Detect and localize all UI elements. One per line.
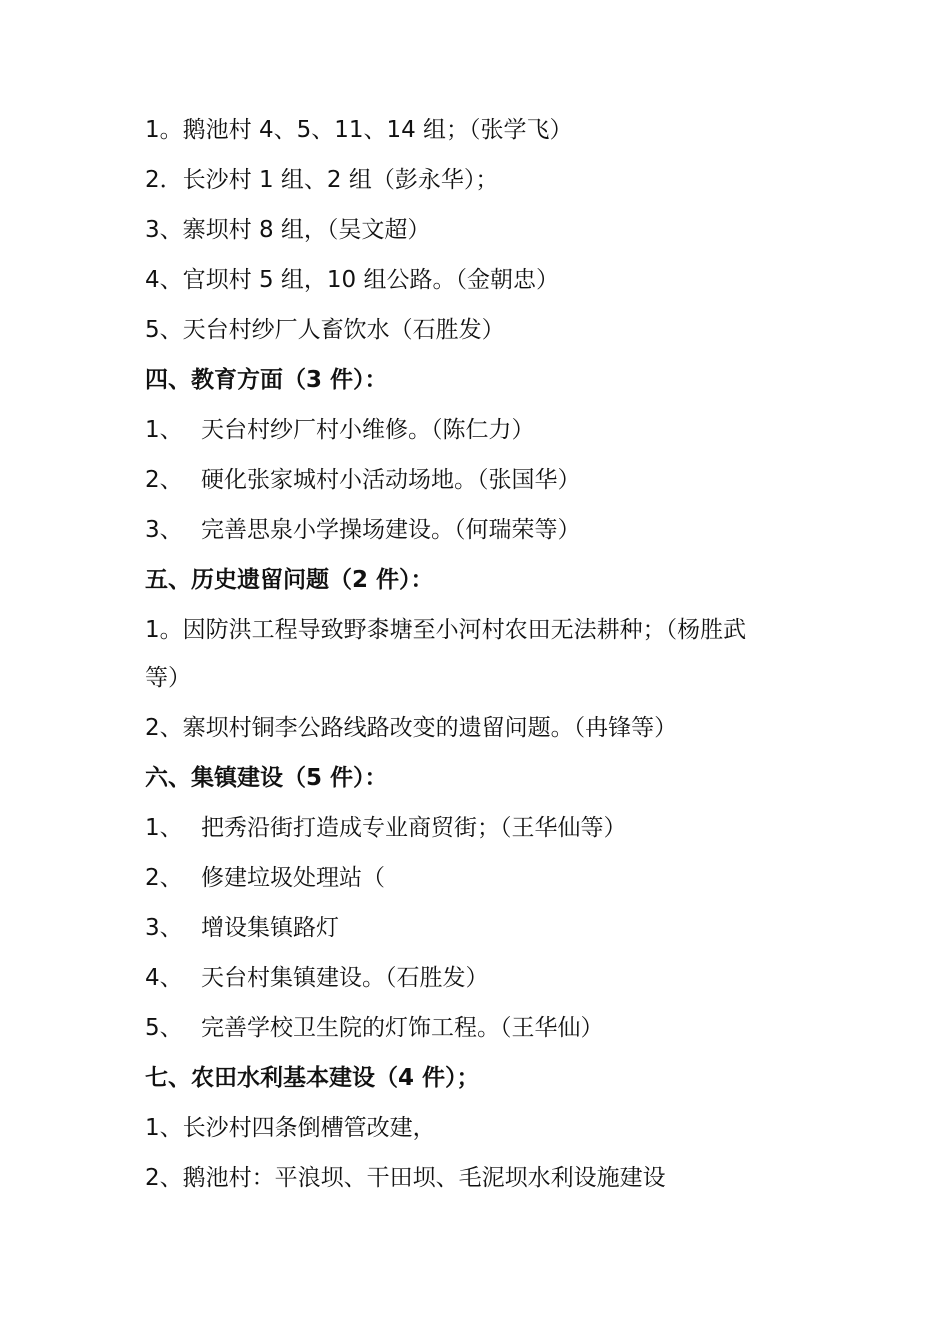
- item-number: 5、: [145, 1015, 183, 1041]
- item-number: 1、: [145, 815, 183, 841]
- item-number: 3、: [145, 915, 183, 941]
- item-number: 4、: [145, 965, 183, 991]
- list-item: 2、 硬化张家城村小活动场地。（张国华）: [145, 467, 581, 493]
- list-item: 1、长沙村四条倒槽管改建，: [145, 1115, 436, 1141]
- item-number: 3、: [145, 517, 183, 543]
- list-item: 3、 增设集镇路灯: [145, 915, 339, 941]
- list-item: 2．长沙村 1 组、2 组（彭永华）；: [145, 167, 499, 193]
- list-item: 4、官坝村 5 组，10 组公路。（金朝忠）: [145, 267, 559, 293]
- list-item: 3、寨坝村 8 组，（吴文超）: [145, 217, 431, 243]
- list-item: 5、天台村纱厂人畜饮水（石胜发）: [145, 317, 505, 343]
- list-item-continuation: 等）: [145, 665, 191, 691]
- section-heading: 五、历史遗留问题（2 件）：: [145, 567, 434, 593]
- section-heading: 四、教育方面（3 件）：: [145, 367, 388, 393]
- item-number: 2、: [145, 865, 183, 891]
- list-item: 2、 修建垃圾处理站（: [145, 865, 385, 891]
- list-item: 1、 把秀沿街打造成专业商贸街；（王华仙等）: [145, 815, 627, 841]
- section-heading: 六、集镇建设（5 件）：: [145, 765, 388, 791]
- item-number: 2、: [145, 467, 183, 493]
- section-heading: 七、农田水利基本建设（4 件）；: [145, 1065, 480, 1091]
- list-item: 5、 完善学校卫生院的灯饰工程。（王华仙）: [145, 1015, 604, 1041]
- list-item: 2、寨坝村铜李公路线路改变的遗留问题。（冉锋等）: [145, 715, 678, 741]
- list-item: 1。因防洪工程导致野桼塘至小河村农田无法耕种；（杨胜武: [145, 617, 747, 643]
- list-item: 3、 完善思泉小学操场建设。（何瑞荣等）: [145, 517, 581, 543]
- list-item: 2、鹅池村：平浪坝、干田坝、毛泥坝水利设施建设: [145, 1165, 666, 1191]
- item-number: 1、: [145, 417, 183, 443]
- list-item: 1。鹅池村 4、5、11、14 组；（张学飞）: [145, 117, 573, 143]
- list-item: 4、 天台村集镇建设。（石胜发）: [145, 965, 489, 991]
- list-item: 1、 天台村纱厂村小维修。（陈仁力）: [145, 417, 535, 443]
